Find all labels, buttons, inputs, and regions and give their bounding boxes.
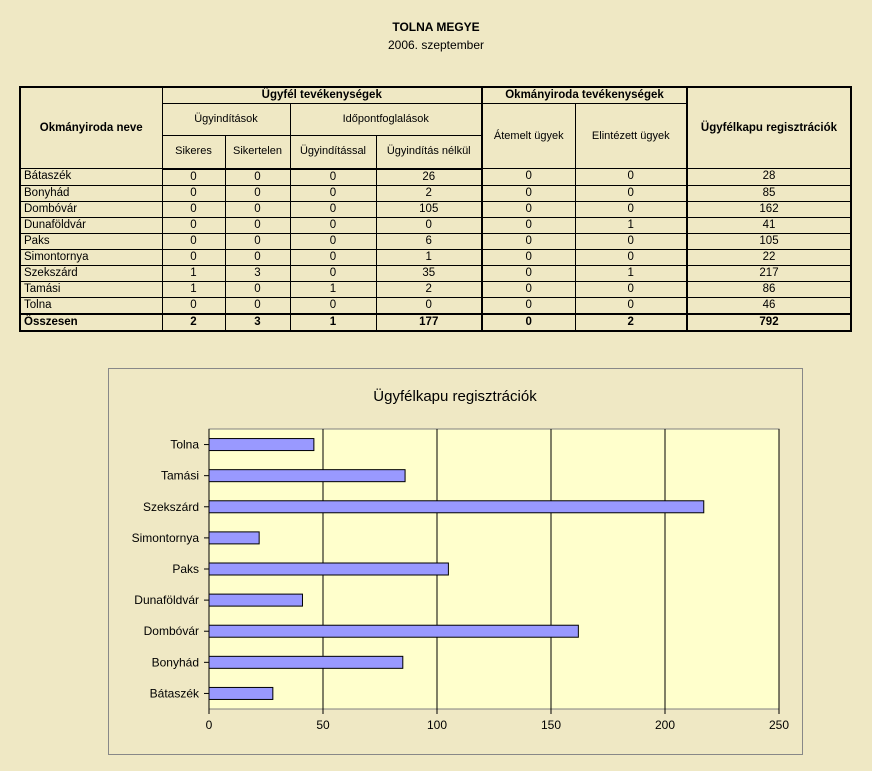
- page-subtitle: 2006. szeptember: [387, 38, 485, 52]
- value-cell: 0: [290, 297, 376, 314]
- value-cell: 35: [376, 265, 482, 281]
- value-cell: 105: [376, 201, 482, 217]
- value-cell: 0: [290, 249, 376, 265]
- y-category-label: Dunaföldvár: [134, 593, 199, 608]
- office-name-cell: Szekszárd: [20, 265, 162, 281]
- value-cell: 6: [376, 233, 482, 249]
- value-cell: 0: [225, 249, 290, 265]
- value-cell: 0: [225, 169, 290, 186]
- y-category-label: Bonyhád: [151, 655, 199, 670]
- header-with-initiation: Ügyindítással: [290, 135, 376, 169]
- header-initiations: Ügyindítások: [162, 104, 290, 136]
- value-cell: 0: [162, 249, 225, 265]
- table-row: [20, 233, 851, 249]
- value-cell: 0: [225, 201, 290, 217]
- value-cell: 0: [575, 281, 687, 297]
- value-cell: 0: [290, 265, 376, 281]
- total-row: [20, 314, 851, 331]
- office-name-cell: Tamási: [20, 281, 162, 297]
- value-cell: 0: [376, 297, 482, 314]
- header-fail: Sikertelen: [225, 135, 290, 169]
- table-row: [20, 265, 851, 281]
- value-cell: 0: [162, 169, 225, 186]
- value-cell: 0: [575, 297, 687, 314]
- header-transferred: Átemelt ügyek: [482, 104, 575, 169]
- value-cell: 0: [290, 217, 376, 233]
- value-cell: 26: [376, 169, 482, 186]
- header-handled: Elintézett ügyek: [575, 104, 687, 169]
- chart-title: Ügyfélkapu regisztrációk: [373, 388, 537, 405]
- total-cell: 2: [162, 314, 225, 331]
- bar: [209, 501, 704, 513]
- value-cell: 217: [687, 265, 851, 281]
- office-name-cell: Bonyhád: [20, 185, 162, 201]
- header-office-name: Okmányiroda neve: [20, 87, 162, 169]
- value-cell: 85: [687, 185, 851, 201]
- table-row: [20, 185, 851, 201]
- table-row: [20, 281, 851, 297]
- page-title: TOLNA MEGYE: [392, 20, 480, 34]
- total-cell: 177: [376, 314, 482, 331]
- x-tick-label: 0: [205, 718, 213, 732]
- x-tick-label: 50: [316, 718, 330, 732]
- header-without-initiation: Ügyindítás nélkül: [376, 135, 482, 169]
- value-cell: 1: [575, 217, 687, 233]
- value-cell: 0: [290, 169, 376, 186]
- y-category-label: Szekszárd: [142, 499, 199, 514]
- value-cell: 0: [482, 217, 575, 233]
- table-row: [20, 249, 851, 265]
- office-name-cell: Tolna: [20, 297, 162, 314]
- table-row: [20, 169, 851, 186]
- x-tick-label: 100: [426, 718, 448, 732]
- total-label: Összesen: [20, 314, 162, 331]
- y-category-label: Simontornya: [131, 530, 199, 545]
- value-cell: 0: [290, 201, 376, 217]
- header-office-activities: Okmányiroda tevékenységek: [482, 87, 687, 104]
- value-cell: 3: [225, 265, 290, 281]
- office-name-cell: Simontornya: [20, 249, 162, 265]
- value-cell: 0: [225, 185, 290, 201]
- value-cell: 1: [290, 281, 376, 297]
- registrations-chart: [108, 368, 803, 755]
- value-cell: 0: [290, 233, 376, 249]
- value-cell: 0: [482, 185, 575, 201]
- header-registrations: Ügyfélkapu regisztrációk: [687, 87, 851, 169]
- value-cell: 0: [162, 217, 225, 233]
- value-cell: 0: [376, 217, 482, 233]
- value-cell: 0: [575, 169, 687, 186]
- value-cell: 0: [482, 265, 575, 281]
- bar: [209, 594, 302, 606]
- value-cell: 162: [687, 201, 851, 217]
- office-name-cell: Dunaföldvár: [20, 217, 162, 233]
- total-cell: 3: [225, 314, 290, 331]
- value-cell: 0: [482, 297, 575, 314]
- bar: [209, 470, 405, 482]
- value-cell: 105: [687, 233, 851, 249]
- chart-svg: [109, 369, 802, 754]
- office-name-cell: Paks: [20, 233, 162, 249]
- value-cell: 0: [482, 281, 575, 297]
- total-cell: 2: [575, 314, 687, 331]
- value-cell: 0: [162, 201, 225, 217]
- bar: [209, 625, 578, 637]
- x-tick-label: 250: [768, 718, 790, 732]
- value-cell: 0: [225, 281, 290, 297]
- value-cell: 2: [376, 185, 482, 201]
- value-cell: 0: [482, 249, 575, 265]
- value-cell: 1: [376, 249, 482, 265]
- value-cell: 86: [687, 281, 851, 297]
- value-cell: 0: [162, 297, 225, 314]
- value-cell: 0: [225, 217, 290, 233]
- bar: [209, 687, 273, 699]
- bar: [209, 439, 314, 451]
- x-tick-label: 150: [540, 718, 562, 732]
- total-cell: 0: [482, 314, 575, 331]
- office-name-cell: Dombóvár: [20, 201, 162, 217]
- value-cell: 0: [290, 185, 376, 201]
- value-cell: 0: [575, 201, 687, 217]
- total-cell: 792: [687, 314, 851, 331]
- bar: [209, 532, 259, 544]
- value-cell: 0: [162, 185, 225, 201]
- bar: [209, 563, 448, 575]
- report-table: [19, 86, 852, 332]
- table-row: [20, 297, 851, 314]
- value-cell: 2: [376, 281, 482, 297]
- value-cell: 0: [225, 297, 290, 314]
- value-cell: 46: [687, 297, 851, 314]
- header-appointments: Időpontfoglalások: [290, 104, 482, 136]
- table-row: [20, 201, 851, 217]
- y-category-label: Paks: [172, 562, 199, 576]
- header-client-activities: Ügyfél tevékenységek: [162, 87, 482, 104]
- y-category-label: Tolna: [170, 437, 199, 452]
- bar: [209, 656, 403, 668]
- value-cell: 0: [225, 233, 290, 249]
- value-cell: 0: [482, 169, 575, 186]
- y-category-label: Bátaszék: [149, 686, 199, 701]
- value-cell: 22: [687, 249, 851, 265]
- value-cell: 41: [687, 217, 851, 233]
- value-cell: 28: [687, 169, 851, 186]
- value-cell: 1: [575, 265, 687, 281]
- value-cell: 0: [482, 201, 575, 217]
- value-cell: 0: [575, 233, 687, 249]
- y-category-label: Dombóvár: [143, 624, 199, 639]
- value-cell: 1: [162, 265, 225, 281]
- value-cell: 0: [482, 233, 575, 249]
- office-name-cell: Bátaszék: [20, 169, 162, 186]
- header-success: Sikeres: [162, 135, 225, 169]
- value-cell: 1: [162, 281, 225, 297]
- x-tick-label: 200: [654, 718, 676, 732]
- table-row: [20, 217, 851, 233]
- value-cell: 0: [575, 185, 687, 201]
- value-cell: 0: [162, 233, 225, 249]
- y-category-label: Tamási: [160, 468, 199, 483]
- value-cell: 0: [575, 249, 687, 265]
- total-cell: 1: [290, 314, 376, 331]
